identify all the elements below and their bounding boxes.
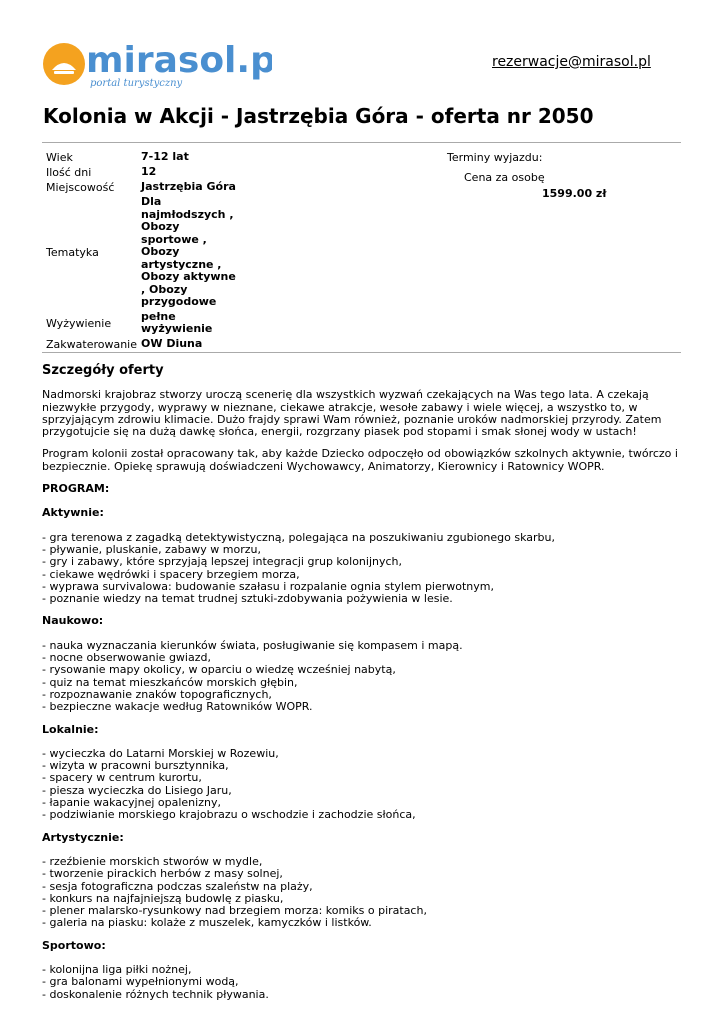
- logo-tagline: portal turystyczny: [90, 78, 183, 89]
- section-heading: Lokalnie:: [42, 722, 99, 736]
- price-label: Cena za osobę: [464, 171, 545, 184]
- list-item: - galeria na piasku: kolaże z muszelek, kamyczków i listków.: [42, 916, 372, 930]
- info-label: Wiek: [46, 151, 73, 164]
- list-item: - tworzenie pirackich herbów z masy solnej,: [42, 867, 283, 881]
- section-list: [42, 532, 684, 606]
- list-item: - rysowanie mapy okolicy, w oparciu o wiedzę wcześniej nabytą,: [42, 663, 396, 677]
- section-list: [42, 856, 684, 930]
- info-value: Jastrzębia Góra: [141, 180, 236, 194]
- list-item: - plener malarsko-rysunkowy nad brzegiem morza: komiks o piratach,: [42, 904, 427, 918]
- list-item: - podziwianie morskiego krajobrazu o wschodzie i zachodzie słońca,: [42, 808, 416, 822]
- details-heading: Szczegóły oferty: [42, 363, 164, 378]
- list-item: - gra terenowa z zagadką detektywistyczną, polegająca na poszukiwaniu zgubionego skarbu,: [42, 530, 555, 544]
- info-row-days: [44, 165, 239, 180]
- info-row-age: [44, 150, 239, 165]
- list-item: - łapanie wakacyjnej opalenizny,: [42, 796, 221, 810]
- list-item: - wycieczka do Latarni Morskiej w Rozewiu,: [42, 746, 279, 760]
- list-item: - wyprawa survivalowa: budowanie szałasu i rozpalanie ognia stylem pierwotnym,: [42, 579, 495, 593]
- list-item: - nocne obserwowanie gwiazd,: [42, 651, 211, 665]
- logo[interactable]: [42, 34, 272, 94]
- section-list: [42, 640, 684, 714]
- section-list: [42, 748, 684, 822]
- info-row-board: [44, 310, 239, 337]
- section-heading: Artystycznie:: [42, 830, 124, 844]
- list-item: - kolonijna liga piłki nożnej,: [42, 962, 192, 976]
- divider: [42, 142, 681, 143]
- sun-logo-icon: [42, 34, 272, 94]
- offer-details: [42, 365, 684, 1011]
- info-label: Ilość dni: [46, 166, 92, 179]
- section-heading: Sportowo:: [42, 938, 106, 952]
- departure-dates-label: Terminy wyjazdu:: [447, 151, 543, 164]
- list-item: - rozpoznawanie znaków topograficznych,: [42, 687, 272, 701]
- intro-paragraph: Program kolonii został opracowany tak, aby każde Dziecko odpoczęło od obowiązków szkolnych aktywnie, twórczo i bezpiecznie. Opiekę sprawują doświadczeni Wychowawcy, Animatorzy, Kierownicy i Ratownicy WOPR.: [42, 447, 678, 473]
- list-item: - rzeźbienie morskich stworów w mydle,: [42, 854, 263, 868]
- list-item: - doskonalenie różnych technik pływania.: [42, 987, 269, 1001]
- list-item: - nauka wyznaczania kierunków świata, posługiwanie się kompasem i mapą.: [42, 638, 463, 652]
- info-row-themes: [44, 195, 239, 310]
- offer-info-table: [44, 150, 239, 352]
- info-value: 7-12 lat: [141, 150, 189, 164]
- section-heading: Naukowo:: [42, 614, 104, 628]
- price-value: 1599.00 zł: [542, 187, 607, 200]
- section-list: [42, 964, 684, 1001]
- list-item: - pływanie, pluskanie, zabawy w morzu,: [42, 542, 262, 556]
- info-value: pełne wyżywienie: [141, 309, 213, 335]
- list-item: - quiz na temat mieszkańców morskich głębin,: [42, 675, 298, 689]
- info-value: 12: [141, 165, 157, 179]
- program-heading: PROGRAM:: [42, 482, 110, 496]
- info-value: OW Diuna: [141, 336, 203, 350]
- page-title: Kolonia w Akcji - Jastrzębia Góra - oferta nr 2050: [43, 104, 594, 128]
- info-label: Zakwaterowanie: [46, 337, 138, 351]
- list-item: - gra balonami wypełnionymi wodą,: [42, 975, 239, 989]
- info-label: Wyżywienie: [46, 316, 112, 330]
- email-link[interactable]: rezerwacje@mirasol.pl: [492, 54, 651, 70]
- list-item: - konkurs na najfajniejszą budowlę z piasku,: [42, 891, 284, 905]
- intro-paragraph: Nadmorski krajobraz stworzy uroczą scenerię dla wszystkich wyzwań czekających na Was tego lata. A czekają niezwykłe przygody, wyprawy w nieznane, ciekawe atrakcje, wesołe zabawy i wiele więcej, a wszystko to, w sprzyjającym zdrowiu klimacie. Dużo frajdy sprawi Wam również, poznanie uroków nadmorskiej przyrody. Zatem przygotujcie się na dużą dawkę słońca, energii, rozgrzany piasek pod stopami i smak słonej wody w ustach!: [42, 388, 662, 439]
- divider: [42, 352, 681, 353]
- list-item: - wizyta w pracowni bursztynnika,: [42, 759, 229, 773]
- list-item: - bezpieczne wakacje według Ratowników WOPR.: [42, 700, 313, 714]
- info-row-location: [44, 180, 239, 195]
- list-item: - spacery w centrum kurortu,: [42, 771, 202, 785]
- logo-wordmark: mirasol.pl: [86, 40, 272, 81]
- list-item: - piesza wycieczka do Lisiego Jaru,: [42, 783, 232, 797]
- list-item: - ciekawe wędrówki i spacery brzegiem morza,: [42, 567, 300, 581]
- list-item: - poznanie wiedzy na temat trudnej sztuki-zdobywania pożywienia w lesie.: [42, 592, 453, 606]
- info-row-accommodation: [44, 337, 239, 352]
- list-item: - gry i zabawy, które sprzyjają lepszej integracji grup kolonijnych,: [42, 555, 403, 569]
- info-label: Miejscowość: [46, 181, 115, 194]
- info-label: Tematyka: [46, 245, 99, 259]
- info-value: Dla najmłodszych , Obozy sportowe , Obozy artystyczne , Obozy aktywne , Obozy przygodowe: [141, 195, 236, 308]
- section-heading: Aktywnie:: [42, 506, 104, 520]
- list-item: - sesja fotograficzna podczas szaleństw na plaży,: [42, 879, 313, 893]
